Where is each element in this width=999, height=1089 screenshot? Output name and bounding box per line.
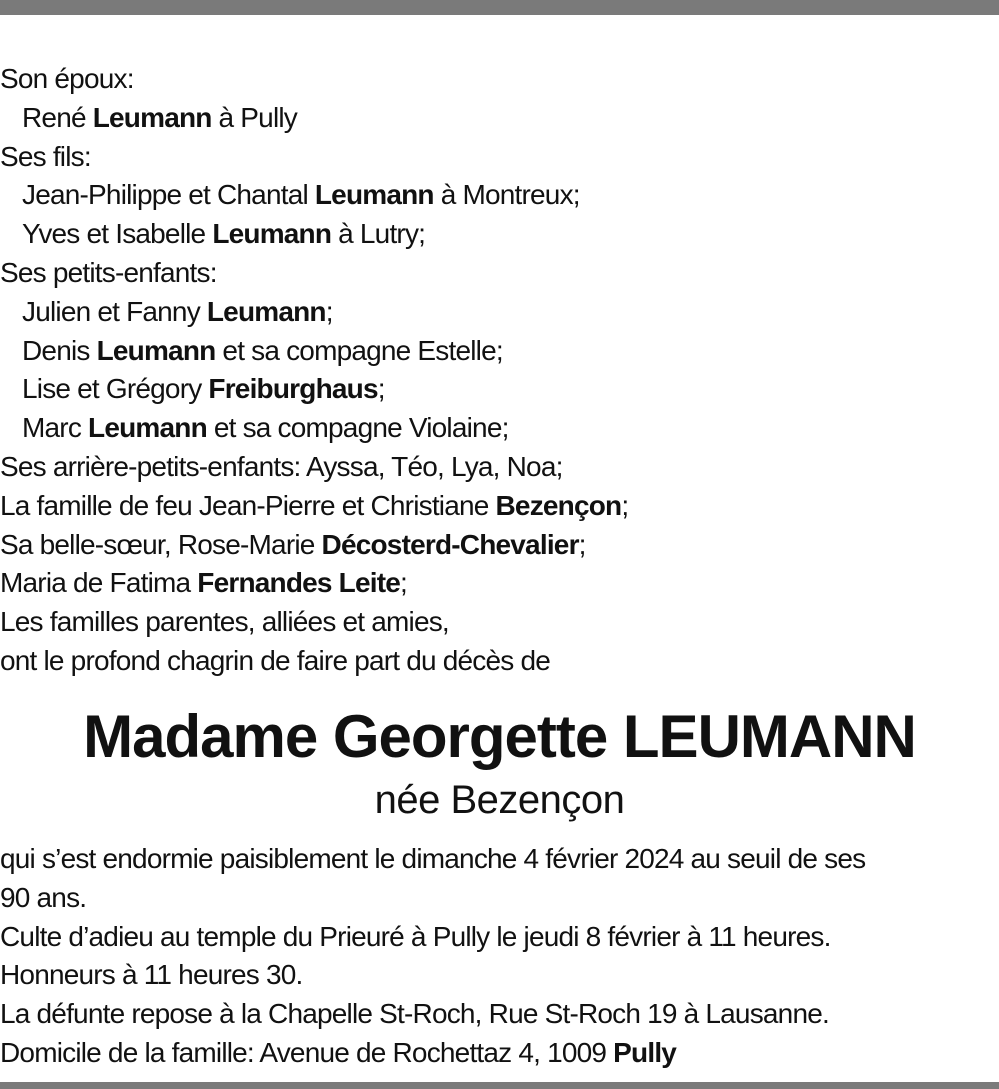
gc1-last: Leumann [206,295,326,327]
gc2-first: Denis [22,334,97,366]
relative1-rest: ; [621,489,629,521]
gc1-first: Julien et Fanny [22,295,207,327]
gc4-first: Marc [22,412,89,444]
gc3-rest: ; [377,373,385,405]
gc3-last: Freiburghaus [208,373,378,405]
details-line-4: Honneurs à 11 heures 30. [0,959,303,991]
gc1-line [0,293,990,332]
relative1-line [0,487,990,526]
relative1-first: La famille de feu Jean-Pierre et Christiane [0,489,496,521]
spouse-rest: à Pully [211,101,297,133]
son1-rest: à Montreux; [433,179,580,211]
son1-line [0,176,990,215]
top-rule [0,0,999,15]
details-line-2: 90 ans. [0,881,87,913]
son2-rest: à Lutry; [331,218,426,250]
relative3-last: Fernandes Leite [197,567,401,599]
deceased-block [0,700,999,826]
domicile-text: Domicile de la famille: Avenue de Rochettaz 4, 1009 [0,1036,614,1068]
relative2-line [0,526,990,565]
gc2-last: Leumann [96,334,216,366]
details-line-6 [0,1034,990,1073]
relative3-line [0,564,990,603]
details-block [0,840,990,1073]
maiden-name: née Bezençon [374,778,625,822]
family-list [0,60,990,681]
relative3-rest: ; [400,567,407,599]
son1-last: Leumann [314,179,434,211]
relative2-first: Sa belle-sœur, Rose-Marie [0,528,322,560]
details-line-1: qui s’est endormie paisiblement le dimanche 4 février 2024 au seuil de ses [0,843,866,874]
son2-first: Yves et Isabelle [22,218,213,250]
relative1-last: Bezençon [495,489,622,521]
spouse-heading: Son époux: [0,63,134,94]
relative3-first: Maria de Fatima [0,567,198,599]
son2-line [0,215,990,254]
details-line-5: La défunte repose à la Chapelle St-Roch, Rue St-Roch 19 à Lausanne. [0,998,829,1030]
gc2-line [0,332,990,371]
domicile-town: Pully [613,1036,677,1068]
gc4-last: Leumann [88,412,207,444]
families-line: Les familles parentes, alliées et amies, [0,606,449,638]
deceased-name: Madame Georgette LEUMANN [83,703,916,770]
spouse-first: René [22,101,93,133]
sons-heading: Ses fils: [0,140,91,172]
gc3-line [0,370,990,409]
details-line-3: Culte d’adieu au temple du Prieuré à Pully le jeudi 8 février à 11 heures. [0,920,831,952]
bottom-rule [0,1082,999,1089]
gc1-rest: ; [325,295,333,327]
grandchildren-heading: Ses petits-enfants: [0,256,217,288]
spouse-line [0,99,990,138]
relative2-last: Décosterd-Chevalier [321,528,579,560]
son1-first: Jean-Philippe et Chantal [22,179,315,211]
gc2-rest: et sa compagne Estelle; [215,334,503,366]
gc3-first: Lise et Grégory [22,373,209,405]
gc4-rest: et sa compagne Violaine; [206,412,509,444]
spouse-last: Leumann [92,101,212,133]
son2-last: Leumann [212,218,332,250]
gc4-line [0,409,990,448]
announcement-line: ont le profond chagrin de faire part du décès de [0,644,550,676]
relative2-rest: ; [578,528,586,560]
great-grandchildren-line: Ses arrière-petits-enfants: Ayssa, Téo, Lya, Noa; [0,450,563,482]
